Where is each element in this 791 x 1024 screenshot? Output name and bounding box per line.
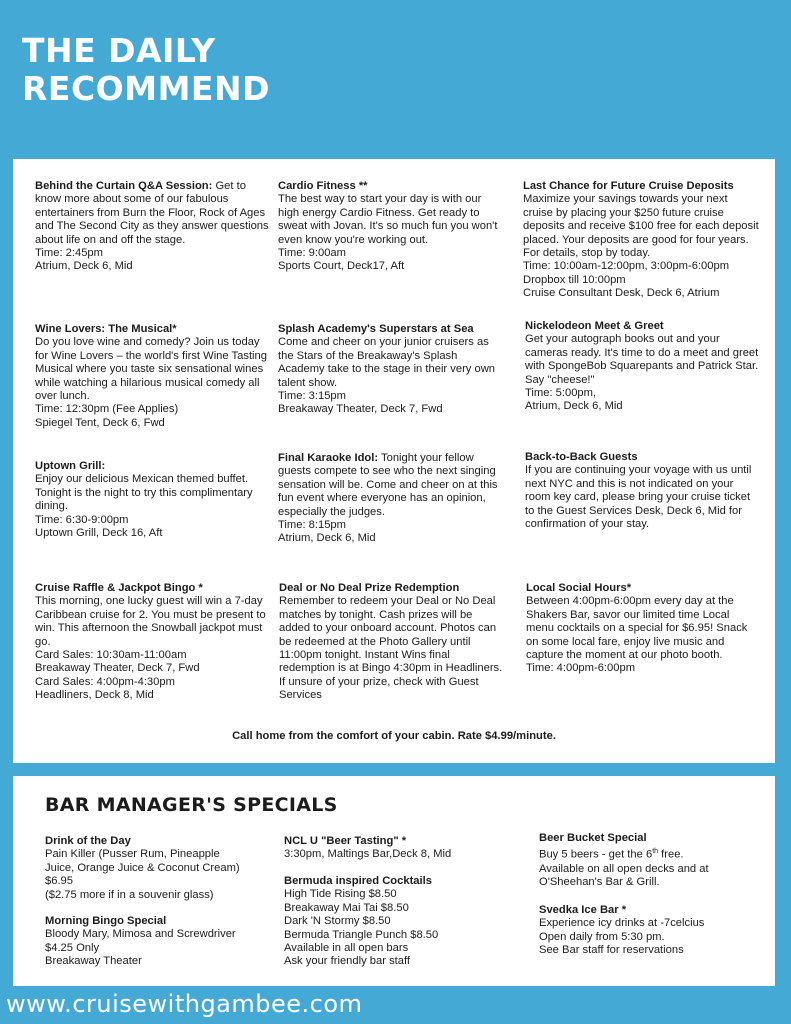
event-deal-or-no-deal [279, 582, 505, 703]
event-detail: Time: 8:15pm [278, 519, 346, 532]
event-detail: Card Sales: 10:30am-11:00am [35, 649, 187, 662]
special-line [539, 845, 764, 862]
special-heading: Svedka Ice Bar * [539, 904, 627, 916]
svedka-ice-bar [539, 904, 764, 958]
event-wine-lovers [35, 323, 269, 430]
event-uptown-grill [35, 460, 269, 540]
event-detail: Time: 3:15pm [278, 390, 346, 403]
event-future-cruise-deposits [523, 180, 759, 301]
event-heading: Final Karaoke Idol: [278, 452, 379, 464]
event-detail: Time: 12:30pm (Fee Applies) [35, 403, 179, 416]
event-heading: Local Social Hours* [526, 582, 632, 594]
event-heading: Nickelodeon Meet & Greet [525, 320, 664, 332]
event-back-to-back-guests [525, 451, 759, 531]
ordinal-suffix: th [652, 848, 659, 856]
event-detail: Atrium, Deck 6, Mid [278, 532, 376, 545]
special-line: Ask your friendly bar staff [284, 955, 411, 968]
event-heading: Cardio Fitness ** [278, 180, 368, 192]
morning-bingo-special [45, 915, 275, 969]
special-line: Available on all open decks and at [539, 862, 709, 875]
special-line: ($2.75 more if in a souvenir glass) [45, 888, 214, 901]
special-line: See Bar staff for reservations [539, 944, 684, 957]
event-heading: Last Chance for Future Cruise Deposits [523, 180, 734, 192]
page-title-line-2: RECOMMEND [22, 69, 270, 108]
event-heading: Back-to-Back Guests [525, 451, 638, 463]
event-heading: Uptown Grill: [35, 460, 106, 472]
special-line: O'Sheehan's Bar & Grill. [539, 875, 660, 888]
special-line: 3:30pm, Maltings Bar,Deck 8, Mid [284, 848, 452, 861]
special-heading: Bermuda inspired Cocktails [284, 875, 432, 887]
event-detail: Card Sales: 4:00pm-4:30pm [35, 675, 175, 688]
event-heading: Deal or No Deal Prize Redemption [279, 582, 460, 594]
event-text: Get your autograph books out and your cameras ready. It's time to do a meet and greet with SpongeBob Squarepants and Patrick Star. Say "cheese!" [525, 333, 759, 386]
watermark-url: www.cruisewithgambee.com [6, 990, 363, 1018]
event-text: Come and cheer on your junior cruisers as the Stars of the Breakaway's Splash Academy take to the stage in their very own talent show. [278, 336, 496, 389]
event-detail: Spiegel Tent, Deck 6, Fwd [35, 416, 165, 429]
event-detail: Breakaway Theater, Deck 7, Fwd [35, 662, 200, 675]
special-line: $4.25 Only [45, 941, 100, 954]
event-detail: Headliners, Deck 8, Mid [35, 689, 154, 702]
special-heading: Beer Bucket Special [539, 832, 647, 844]
special-line: Experience icy drinks at -7celcius [539, 917, 705, 930]
bar-specials-title: BAR MANAGER'S SPECIALS [45, 794, 338, 816]
event-text: This morning, one lucky guest will win a 7-day Caribbean cruise for 2. You must be present to win. This afternoon the Snowball jackpot must go. [35, 595, 266, 648]
event-heading: Cruise Raffle & Jackpot Bingo * [35, 582, 203, 594]
call-home-note: Call home from the comfort of your cabin. Rate $4.99/minute. [232, 730, 556, 742]
special-line: Bloody Mary, Mimosa and Screwdriver [45, 928, 236, 941]
event-nickelodeon-meet-greet [525, 320, 759, 414]
event-text: Do you love wine and comedy? Join us today for Wine Lovers – the world's first Wine Tasting Musical where you taste six sensational wines while watching a hilarious musical comedy all over lunch. [35, 336, 267, 403]
event-detail: Sports Court, Deck17, Aft [278, 260, 405, 273]
event-text: Tonight your fellow guests compete to see who the next singing sensation will be. Come and cheer on at this fun event where everyone has an opinion, especially the judges. [278, 452, 498, 518]
special-line: Open daily from 5:30 pm. [539, 930, 665, 943]
event-text: Enjoy our delicious Mexican themed buffet. Tonight is the night to try this complimentary dining. [35, 473, 253, 513]
bermuda-cocktails [284, 875, 514, 969]
ncl-u-beer-tasting [284, 835, 514, 862]
event-final-karaoke-idol [278, 452, 504, 546]
event-text: Maximize your savings towards your next cruise by placing your $250 future cruise deposits and receive $100 free for each deposit placed. Your deposits are good for four years. For details, stop by today. [523, 193, 759, 260]
event-detail: Time: 5:00pm, [525, 387, 597, 400]
special-line: Breakaway Mai Tai $8.50 [284, 901, 409, 914]
event-text: Get to know more about some of our fabulous entertainers from Burn the Floor, Rock of Ages and The Second City as they answer questions about life on and off the stage. [35, 180, 269, 246]
event-text: If you are continuing your voyage with us until next NYC and this is not indicated on your room key card, please bring your cruise ticket to the Guest Services Desk, Deck 6, Mid for confirmation of your stay. [525, 464, 752, 531]
event-detail: Time: 10:00am-12:00pm, 3:00pm-6:00pm [523, 260, 730, 273]
event-detail: Breakaway Theater, Deck 7, Fwd [278, 403, 443, 416]
event-cardio-fitness [278, 180, 504, 274]
page-title [22, 32, 270, 108]
special-line-text: Buy 5 beers - get the 6 [539, 849, 653, 862]
event-heading: Behind the Curtain Q&A Session: [35, 180, 213, 192]
event-cruise-raffle-bingo [35, 582, 271, 703]
event-local-social-hours [526, 582, 759, 676]
special-line-text: free. [658, 849, 684, 862]
bar-specials-panel [13, 776, 775, 986]
beer-bucket-special [539, 832, 764, 889]
event-text: Between 4:00pm-6:00pm every day at the Shakers Bar, savor our limited time Local menu cocktails on a special for $6.95! Snack on some local fare, enjoy live music and capture the moment at our photo booth. [526, 595, 748, 662]
special-heading: NCL U "Beer Tasting" * [284, 835, 407, 847]
event-detail: Time: 2:45pm [35, 247, 103, 260]
special-line: Dark 'N Stormy $8.50 [284, 915, 391, 928]
event-detail: Dropbox till 10:00pm [523, 273, 626, 286]
daily-events-panel [13, 159, 775, 763]
event-detail: Cruise Consultant Desk, Deck 6, Atrium [523, 287, 720, 300]
event-heading: Wine Lovers: The Musical* [35, 323, 177, 335]
special-line: Juice, Orange Juice & Coconut Cream) [45, 861, 240, 874]
event-text: Remember to redeem your Deal or No Deal matches by tonight. Cash prizes will be added to your onboard account. Photos can be redeemed at the Photo Gallery until 11:00pm tonight. Instant Wins final redemption is at Bingo 4:30pm in Headliners. If unsure of your prize, check with Guest Services [279, 595, 503, 702]
special-line: High Tide Rising $8.50 [284, 888, 397, 901]
event-detail: Uptown Grill, Deck 16, Aft [35, 527, 163, 540]
special-line: $6.95 [45, 875, 73, 888]
event-splash-academy [278, 323, 504, 417]
special-line: Breakaway Theater [45, 955, 142, 968]
special-line: Pain Killer (Pusser Rum, Pineapple [45, 848, 220, 861]
event-detail: Time: 4:00pm-6:00pm [526, 662, 636, 675]
special-line: Available in all open bars [284, 942, 409, 955]
event-detail: Time: 9:00am [278, 247, 346, 260]
event-text: The best way to start your day is with our high energy Cardio Fitness. Get ready to sweat with Jovan. It's so much fun you won't even know you're working out. [278, 193, 498, 246]
event-detail: Atrium, Deck 6, Mid [35, 260, 133, 273]
special-heading: Morning Bingo Special [45, 915, 167, 927]
event-heading: Splash Academy's Superstars at Sea [278, 323, 474, 335]
event-detail: Atrium, Deck 6, Mid [525, 400, 623, 413]
event-behind-the-curtain [35, 180, 269, 274]
special-heading: Drink of the Day [45, 835, 131, 847]
event-detail: Time: 6:30-9:00pm [35, 513, 129, 526]
special-line: Bermuda Triangle Punch $8.50 [284, 928, 439, 941]
drink-of-the-day [45, 835, 275, 902]
page-title-line-1: THE DAILY [22, 31, 216, 70]
